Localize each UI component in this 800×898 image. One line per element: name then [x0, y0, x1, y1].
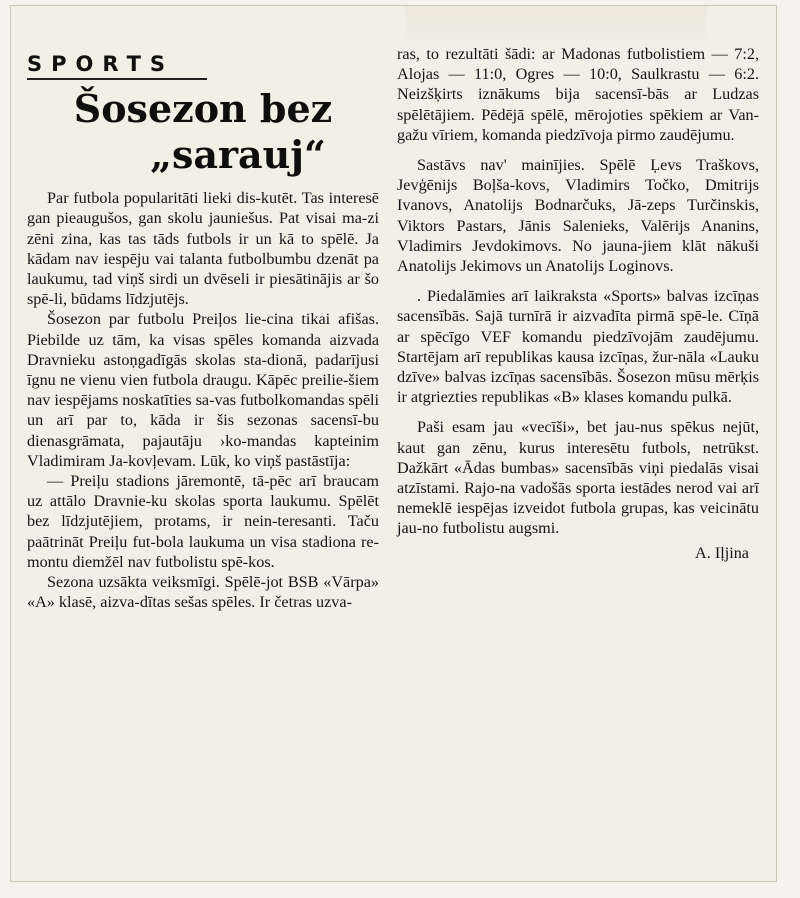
- paragraph: Paši esam jau «vecīši», bet jau-nus spēkus nejūt, kaut gan zēnu, kurus interesētu futbols, netrūkst. Dažkārt «Ādas bumbas» sacensībās viņi piedalās visai atzīstami. Rajo-na vadošās sporta iestādes nerod vai arī nemeklē iespējas izveidot futbola grupas, kas veicinātu jau-no futbolistu augsmi.: [397, 418, 759, 538]
- newspaper-clipping: [10, 5, 777, 882]
- paragraph: — Preiļu stadions jāremontē, tā-pēc arī braucam uz attālo Dravnie-ku skolas sporta laukumu. Spēlēt bez līdzjutējiem, protams, ir nein-teresanti. Taču paātrināt Preiļu fut-bola laukuma un visa stadiona re-montu diemžēl nav futbolistu spē-kos.: [27, 472, 379, 571]
- title-line-1: Šosezon bez: [73, 86, 333, 132]
- paragraph: Sezona uzsākta veiksmīgi. Spēlē-jot BSB «Vārpa» «A» klasē, aizva-dītas sešas spēles. Ir četras uzva-: [27, 573, 379, 612]
- paragraph: ras, to rezultāti šādi: ar Madonas futbolistiem — 7:2, Alojas — 11:0, Ogres — 10:0, Saulkrastu — 6:2. Neizšķirts iznākums bija sacensī-bās ar Ludzas spēlētājiem. Pēdējā spēlē, mērojoties spēkiem ar Van-gažu vīriem, komanda piedzīvoja pirmo zaudējumu.: [397, 45, 759, 144]
- article-column-1: [27, 54, 379, 612]
- paragraph: . Piedalāmies arī laikraksta «Sports» balvas izcīņas sacensībās. Sajā turnīrā ir aizvadīta pirmā spē-le. Cīņā ar spēcīgo VEF komandu piedzīvojām zaudējumu. Startējam arī republikas kausa izcīņas, žur-nāla «Lauku dzīve» balvas izcīņas sacensībās. Šosezon mūsu mērķis ir atgriezties republikas «B» klases komandu pulkā.: [397, 287, 759, 407]
- paper-stain: [406, 6, 706, 46]
- title-line-2: „sarauj“: [150, 132, 326, 178]
- article-column-2: [397, 44, 759, 563]
- paragraph: Sastāvs nav' mainījies. Spēlē Ļevs Traškovs, Jevģēnijs Boļša-kovs, Vladimirs Točko, Dmitrijs Ivanovs, Anatolijs Bodnarčuks, Jā-zeps Turčinskis, Viktors Pastars, Jānis Salenieks, Valērijs Ananins, Vladimirs Jevdokimovs. No jauna-jiem klāt nākuši Anatolijs Jekimovs un Anatolijs Loginovs.: [397, 156, 759, 276]
- article-title: [27, 86, 379, 178]
- paragraph: Šosezon par futbolu Preiļos lie-cina tikai afišas. Piebilde uz tām, ka visas spēles komanda aizvada Dravnieku astoņgadīgās skolas sta-dionā, padarījusi īgnu ne vienu vien futbola draugu. Kāpēc preilie-šiem nav iespējams noskatīties sa-vas futbolkomandas spēli un arī par to, kāda ir šis sezonas sacensī-bu dienasgrāmata, pajautāju ›ko-mandas kapteinim Vladimiram Ja-kovļevam. Lūk, ko viņš pastāstīja:: [27, 310, 380, 470]
- author-signature: A. Iļjina: [695, 543, 749, 562]
- paragraph: Par futbola popularitāti lieki dis-kutēt. Tas interesē gan pieaugušos, gan skolu jauniešus. Pat visai ma-zi zēni zina, kas tas tāds futbols ir un kā to spēlē. Ja kādam nav iespēju vai talanta futbolbumbu dzenāt pa laukumu, tad viņš sirdi un dvēseli ir piesātinājis ar šo spē-li, būdams līdzjutējs.: [27, 189, 379, 309]
- section-heading: SPORTS: [27, 54, 207, 80]
